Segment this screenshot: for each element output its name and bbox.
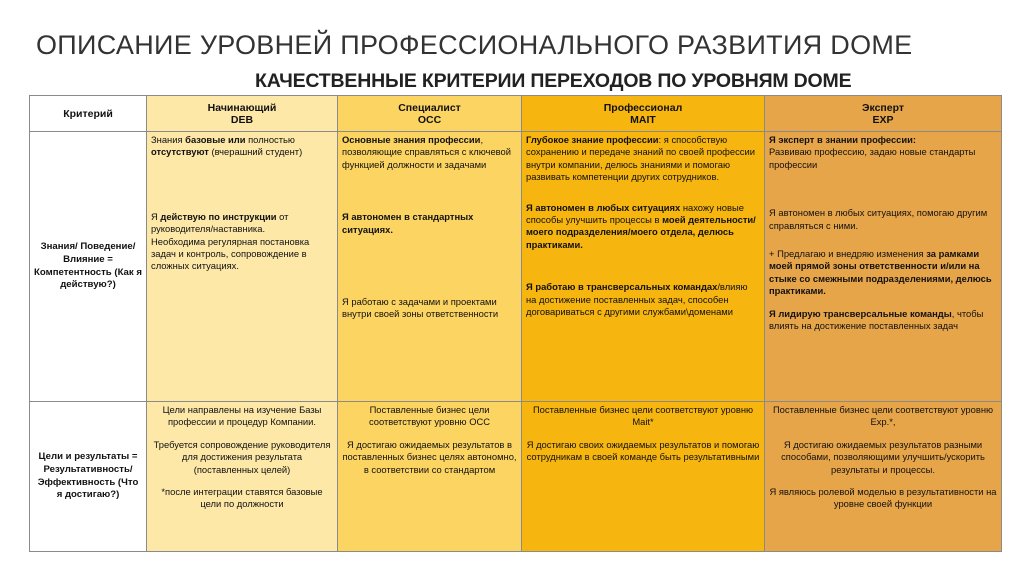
deb-support: Требуется сопровождение руководителя для достижения результата (поставленных целей) (153, 438, 331, 475)
cell-competence-exp (765, 132, 1002, 402)
level-code: DEB (230, 113, 254, 126)
mait-knowledge: Глубокое знание профессии: я способствую сохранению и передаче знаний по своей профессии внутри компании, делюсь знаниями и помогаю развивать компетенции других сотрудников. (526, 134, 755, 183)
criterion-competence: Знания/ Поведение/ Влияние = Компетентность (Как я действую?) (30, 132, 147, 402)
table-row-competence (30, 132, 1002, 402)
cell-competence-deb (147, 132, 338, 402)
page-subtitle: КАЧЕСТВЕННЫЕ КРИТЕРИИ ПЕРЕХОДОВ ПО УРОВНЯМ DOME (255, 70, 852, 92)
occ-influence: Я работаю с задачами и проектами внутри своей зоны ответственности (342, 296, 499, 320)
cell-results-exp (765, 402, 1002, 552)
header-criterion: Критерий (30, 96, 147, 132)
cell-results-mait (522, 402, 765, 552)
deb-control: Необходима регулярная постановка задач и контроль, сопровождение в сложных ситуациях. (151, 235, 310, 272)
exp-goals: Поставленные бизнес цели соответствуют уровню Exp.*, (772, 404, 994, 428)
level-code: EXP (872, 113, 894, 126)
header-level-exp (765, 96, 1002, 132)
level-name: Специалист (398, 101, 461, 114)
occ-results: Я достигаю ожидаемых результатов в поставленных бизнес целях автономно, в соответствии со стандартом (342, 438, 517, 475)
cell-competence-mait (522, 132, 765, 402)
level-code: OCC (417, 113, 442, 126)
cell-results-occ (338, 402, 522, 552)
levels-table (29, 95, 1002, 552)
exp-influence: Я лидирую трансверсальные команды, чтобы влиять на достижение поставленных задач (769, 307, 984, 332)
level-name: Профессионал (603, 101, 683, 114)
mait-goals: Поставленные бизнес цели соответствуют уровню Mait* (532, 404, 754, 428)
table-row-results (30, 402, 1002, 552)
level-name: Эксперт (861, 101, 905, 114)
deb-goals: Цели направлены на изучение Базы профессии и процедур Компании. (162, 404, 322, 428)
exp-behaviour: Я автономен в любых ситуациях, помогаю другим справляться с ними. (769, 207, 988, 231)
exp-role-model: Я являюсь ролевой моделью в результативности на уровне своей функции (769, 486, 997, 510)
page-title: ОПИСАНИЕ УРОВНЕЙ ПРОФЕССИОНАЛЬНОГО РАЗВИТИЯ DOME (36, 30, 913, 60)
cell-results-deb (147, 402, 338, 552)
criterion-results: Цели и результаты = Результативность/Эффективность (Что я достигаю?) (30, 402, 147, 552)
header-level-mait (522, 96, 765, 132)
deb-behaviour: Я действую по инструкции от руководителя/наставника. (151, 210, 289, 235)
exp-knowledge: Я эксперт в знании профессии: Развиваю профессию, задаю новые стандарты профессии (769, 134, 976, 170)
cell-competence-occ (338, 132, 522, 402)
occ-goals: Поставленные бизнес цели соответствуют уровню ОСС (368, 404, 491, 428)
level-name: Начинающий (207, 101, 277, 114)
deb-knowledge: Знания базовые или полностью отсутствуют (вчерашний студент) (151, 134, 303, 158)
exp-results: Я достигаю ожидаемых результатов разными способами, позволяющими улучшить/ускорить результаты и процессы. (781, 438, 985, 475)
occ-knowledge: Основные знания профессии, позволяющие справляться с ключевой функцией должности и задачами (342, 134, 511, 170)
occ-behaviour: Я автономен в стандартных ситуациях. (342, 211, 474, 235)
mait-influence: Я работаю в трансверсальных командах/влияю на достижение поставленных задач, способен договариваться с другими службами\доменами (526, 281, 748, 318)
deb-note: *после интеграции ставятся базовые цели по должности (161, 486, 323, 510)
exp-change: + Предлагаю и внедряю изменения за рамками моей прямой зоны ответственности и/или на стыке со смежными подразделениями, делюсь практиками. (769, 248, 992, 297)
table-header-row (30, 96, 1002, 132)
mait-results: Я достигаю своих ожидаемых результатов и помогаю сотрудникам в своей команде быть результативными (526, 438, 760, 463)
level-code: MAIT (630, 113, 656, 126)
mait-behaviour: Я автономен в любых ситуациях нахожу новые способы улучшить процессы в моей деятельности/моего подразделения/моего отдела, делюсь практиками. (526, 201, 756, 250)
header-level-occ (338, 96, 522, 132)
header-level-deb (147, 96, 338, 132)
